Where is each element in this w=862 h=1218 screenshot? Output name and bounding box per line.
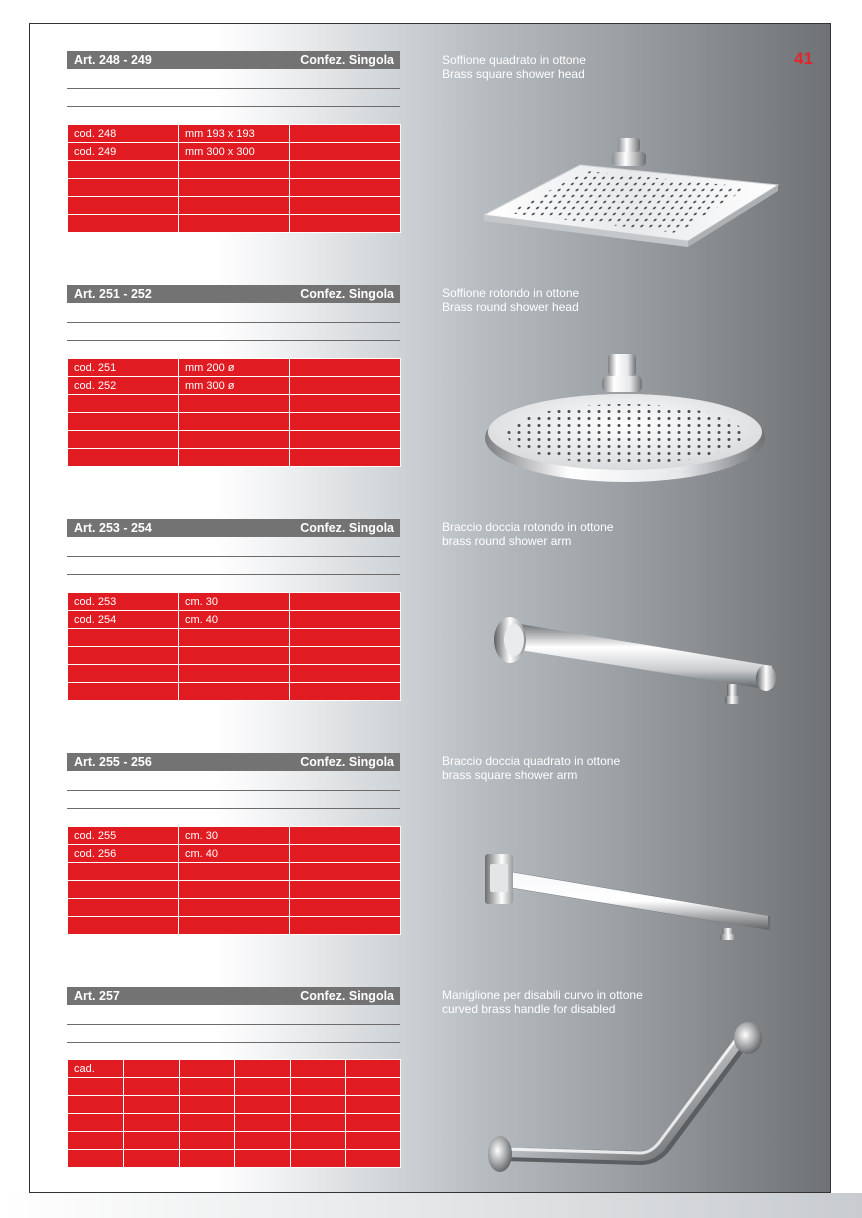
table-row	[68, 1096, 401, 1114]
round-shower-head-image	[484, 352, 770, 484]
description-english: Brass square shower head	[442, 67, 585, 81]
description-italian: Soffione quadrato in ottone	[442, 53, 586, 67]
size-cell: mm 300 ø	[179, 377, 290, 395]
page-bottom-strip	[0, 1193, 862, 1218]
table-cell	[290, 395, 401, 413]
table-cell	[68, 899, 179, 917]
table-cell	[179, 863, 290, 881]
table-cell	[179, 683, 290, 701]
table-row	[68, 215, 401, 233]
table-cell	[68, 431, 179, 449]
divider-line	[67, 1024, 400, 1025]
table-row	[68, 1078, 401, 1096]
table-cell	[291, 1150, 346, 1168]
table-cell	[180, 1114, 235, 1132]
square-shower-head-image	[478, 133, 788, 258]
page-number: 41	[794, 49, 813, 68]
code-cell: cod. 251	[68, 359, 179, 377]
divider-line	[67, 340, 400, 341]
divider-line	[67, 808, 400, 809]
article-label: Art. 248 - 249	[74, 53, 152, 67]
table-cell	[179, 629, 290, 647]
table-cell	[290, 665, 401, 683]
table-cell	[235, 1150, 291, 1168]
table-row	[68, 125, 401, 143]
table-cell	[179, 215, 290, 233]
table-row	[68, 179, 401, 197]
size-cell: mm 193 x 193	[179, 125, 290, 143]
table-cell	[68, 647, 179, 665]
table-cell	[290, 197, 401, 215]
table-cell	[124, 1114, 180, 1132]
table-cell	[346, 1132, 401, 1150]
table-cell	[290, 215, 401, 233]
table-cell	[68, 179, 179, 197]
table-cell	[290, 683, 401, 701]
code-cell: cod. 248	[68, 125, 179, 143]
table-cell	[179, 647, 290, 665]
table-cell	[179, 917, 290, 935]
table-cell	[290, 629, 401, 647]
size-cell: cm. 30	[179, 827, 290, 845]
table-cell	[291, 1114, 346, 1132]
section-header	[67, 753, 400, 771]
table-row	[68, 881, 401, 899]
table-cell	[346, 1114, 401, 1132]
code-cell: cod. 255	[68, 827, 179, 845]
table-row	[68, 827, 401, 845]
table-cell	[235, 1078, 291, 1096]
table-cell	[235, 1096, 291, 1114]
table-cell	[179, 161, 290, 179]
price-cell	[290, 359, 401, 377]
table-cell	[290, 647, 401, 665]
table-cell	[179, 449, 290, 467]
table-cell	[68, 881, 179, 899]
packaging-label: Confez. Singola	[300, 755, 394, 769]
round-shower-arm-image	[490, 612, 782, 708]
product-section-251-252	[67, 285, 400, 392]
article-label: Art. 253 - 254	[74, 521, 152, 535]
table-cell	[235, 1060, 291, 1078]
product-description	[442, 286, 579, 314]
packaging-label: Confez. Singola	[300, 53, 394, 67]
table-cell	[180, 1132, 235, 1150]
section-header	[67, 519, 400, 537]
code-cell: cod. 252	[68, 377, 179, 395]
table-cell	[68, 1078, 124, 1096]
table-cell	[291, 1060, 346, 1078]
code-cell: cod. 253	[68, 593, 179, 611]
table-row	[68, 845, 401, 863]
table-row	[68, 665, 401, 683]
table-cell	[124, 1078, 180, 1096]
table-cell	[68, 1132, 124, 1150]
size-cell: cm. 40	[179, 611, 290, 629]
code-cell: cod. 254	[68, 611, 179, 629]
table-cell	[124, 1132, 180, 1150]
table-row	[68, 377, 401, 395]
table-cell	[290, 431, 401, 449]
table-cell	[290, 917, 401, 935]
divider-line	[67, 1042, 400, 1043]
table-row	[68, 647, 401, 665]
divider-line	[67, 574, 400, 575]
table-cell	[346, 1078, 401, 1096]
table-row	[68, 449, 401, 467]
description-italian: Soffione rotondo in ottone	[442, 286, 580, 300]
price-cell	[290, 845, 401, 863]
table-cell	[68, 413, 179, 431]
price-cell	[290, 143, 401, 161]
table-row	[68, 593, 401, 611]
table-cell	[68, 1150, 124, 1168]
table-row	[68, 413, 401, 431]
article-label: Art. 257	[74, 989, 120, 1003]
size-cell: cm. 40	[179, 845, 290, 863]
price-cell	[290, 611, 401, 629]
table-cell	[68, 395, 179, 413]
table-row	[68, 431, 401, 449]
divider-line	[67, 790, 400, 791]
price-table	[67, 358, 401, 467]
table-cell	[235, 1132, 291, 1150]
table-row	[68, 917, 401, 935]
curved-grab-bar-image	[480, 1018, 770, 1186]
table-cell	[179, 881, 290, 899]
unit-cell: cad.	[68, 1060, 124, 1078]
table-row	[68, 1060, 401, 1078]
table-cell	[290, 179, 401, 197]
table-cell	[291, 1132, 346, 1150]
article-label: Art. 255 - 256	[74, 755, 152, 769]
description-italian: Maniglione per disabili curvo in ottone	[442, 988, 643, 1002]
table-row	[68, 1150, 401, 1168]
description-italian: Braccio doccia quadrato in ottone	[442, 754, 621, 768]
article-label: Art. 251 - 252	[74, 287, 152, 301]
size-cell: mm 200 ø	[179, 359, 290, 377]
table-cell	[68, 161, 179, 179]
table-cell	[291, 1096, 346, 1114]
description-italian: Braccio doccia rotondo in ottone	[442, 520, 614, 534]
table-cell	[68, 863, 179, 881]
price-cell	[290, 125, 401, 143]
table-row	[68, 899, 401, 917]
table-cell	[68, 197, 179, 215]
table-cell	[179, 431, 290, 449]
divider-line	[67, 88, 400, 89]
description-english: brass square shower arm	[442, 768, 578, 782]
table-cell	[291, 1078, 346, 1096]
square-shower-arm-image	[482, 850, 774, 944]
table-row	[68, 863, 401, 881]
table-cell	[346, 1150, 401, 1168]
product-description	[442, 520, 613, 548]
code-cell: cod. 256	[68, 845, 179, 863]
price-table	[67, 826, 401, 935]
table-cell	[290, 863, 401, 881]
table-cell	[68, 449, 179, 467]
product-section-257	[67, 987, 400, 1075]
packaging-label: Confez. Singola	[300, 521, 394, 535]
price-cell	[290, 593, 401, 611]
section-header	[67, 51, 400, 69]
table-cell	[68, 1096, 124, 1114]
packaging-label: Confez. Singola	[300, 287, 394, 301]
price-table	[67, 592, 401, 701]
price-table	[67, 124, 401, 233]
description-english: Brass round shower head	[442, 300, 579, 314]
table-cell	[290, 881, 401, 899]
table-cell	[124, 1060, 180, 1078]
table-cell	[290, 161, 401, 179]
table-row	[68, 161, 401, 179]
table-cell	[180, 1150, 235, 1168]
product-section-255-256	[67, 753, 400, 860]
code-cell: cod. 249	[68, 143, 179, 161]
table-cell	[68, 629, 179, 647]
table-cell	[179, 899, 290, 917]
table-cell	[346, 1060, 401, 1078]
packaging-label: Confez. Singola	[300, 989, 394, 1003]
table-cell	[179, 197, 290, 215]
table-row	[68, 611, 401, 629]
product-description	[442, 988, 643, 1016]
price-cell	[290, 377, 401, 395]
product-section-248-249	[67, 51, 400, 158]
table-cell	[180, 1078, 235, 1096]
divider-line	[67, 106, 400, 107]
table-row	[68, 629, 401, 647]
table-cell	[68, 683, 179, 701]
table-cell	[68, 665, 179, 683]
size-cell: cm. 30	[179, 593, 290, 611]
table-cell	[235, 1114, 291, 1132]
table-cell	[68, 1114, 124, 1132]
table-row	[68, 1114, 401, 1132]
table-cell	[179, 179, 290, 197]
table-cell	[180, 1096, 235, 1114]
table-cell	[290, 413, 401, 431]
table-row	[68, 1132, 401, 1150]
table-cell	[290, 449, 401, 467]
table-cell	[124, 1150, 180, 1168]
product-section-253-254	[67, 519, 400, 626]
table-cell	[346, 1096, 401, 1114]
price-cell	[290, 827, 401, 845]
table-cell	[290, 899, 401, 917]
table-cell	[179, 665, 290, 683]
section-header	[67, 987, 400, 1005]
divider-line	[67, 556, 400, 557]
table-cell	[179, 413, 290, 431]
product-description	[442, 53, 586, 81]
size-cell: mm 300 x 300	[179, 143, 290, 161]
table-row	[68, 395, 401, 413]
table-cell	[179, 395, 290, 413]
table-cell	[124, 1096, 180, 1114]
table-row	[68, 143, 401, 161]
section-header	[67, 285, 400, 303]
table-cell	[68, 917, 179, 935]
table-cell	[180, 1060, 235, 1078]
product-description	[442, 754, 620, 782]
description-english: brass round shower arm	[442, 534, 572, 548]
table-cell	[68, 215, 179, 233]
table-row	[68, 683, 401, 701]
table-row	[68, 197, 401, 215]
table-row	[68, 359, 401, 377]
divider-line	[67, 322, 400, 323]
price-table	[67, 1059, 401, 1168]
description-english: curved brass handle for disabled	[442, 1002, 616, 1016]
